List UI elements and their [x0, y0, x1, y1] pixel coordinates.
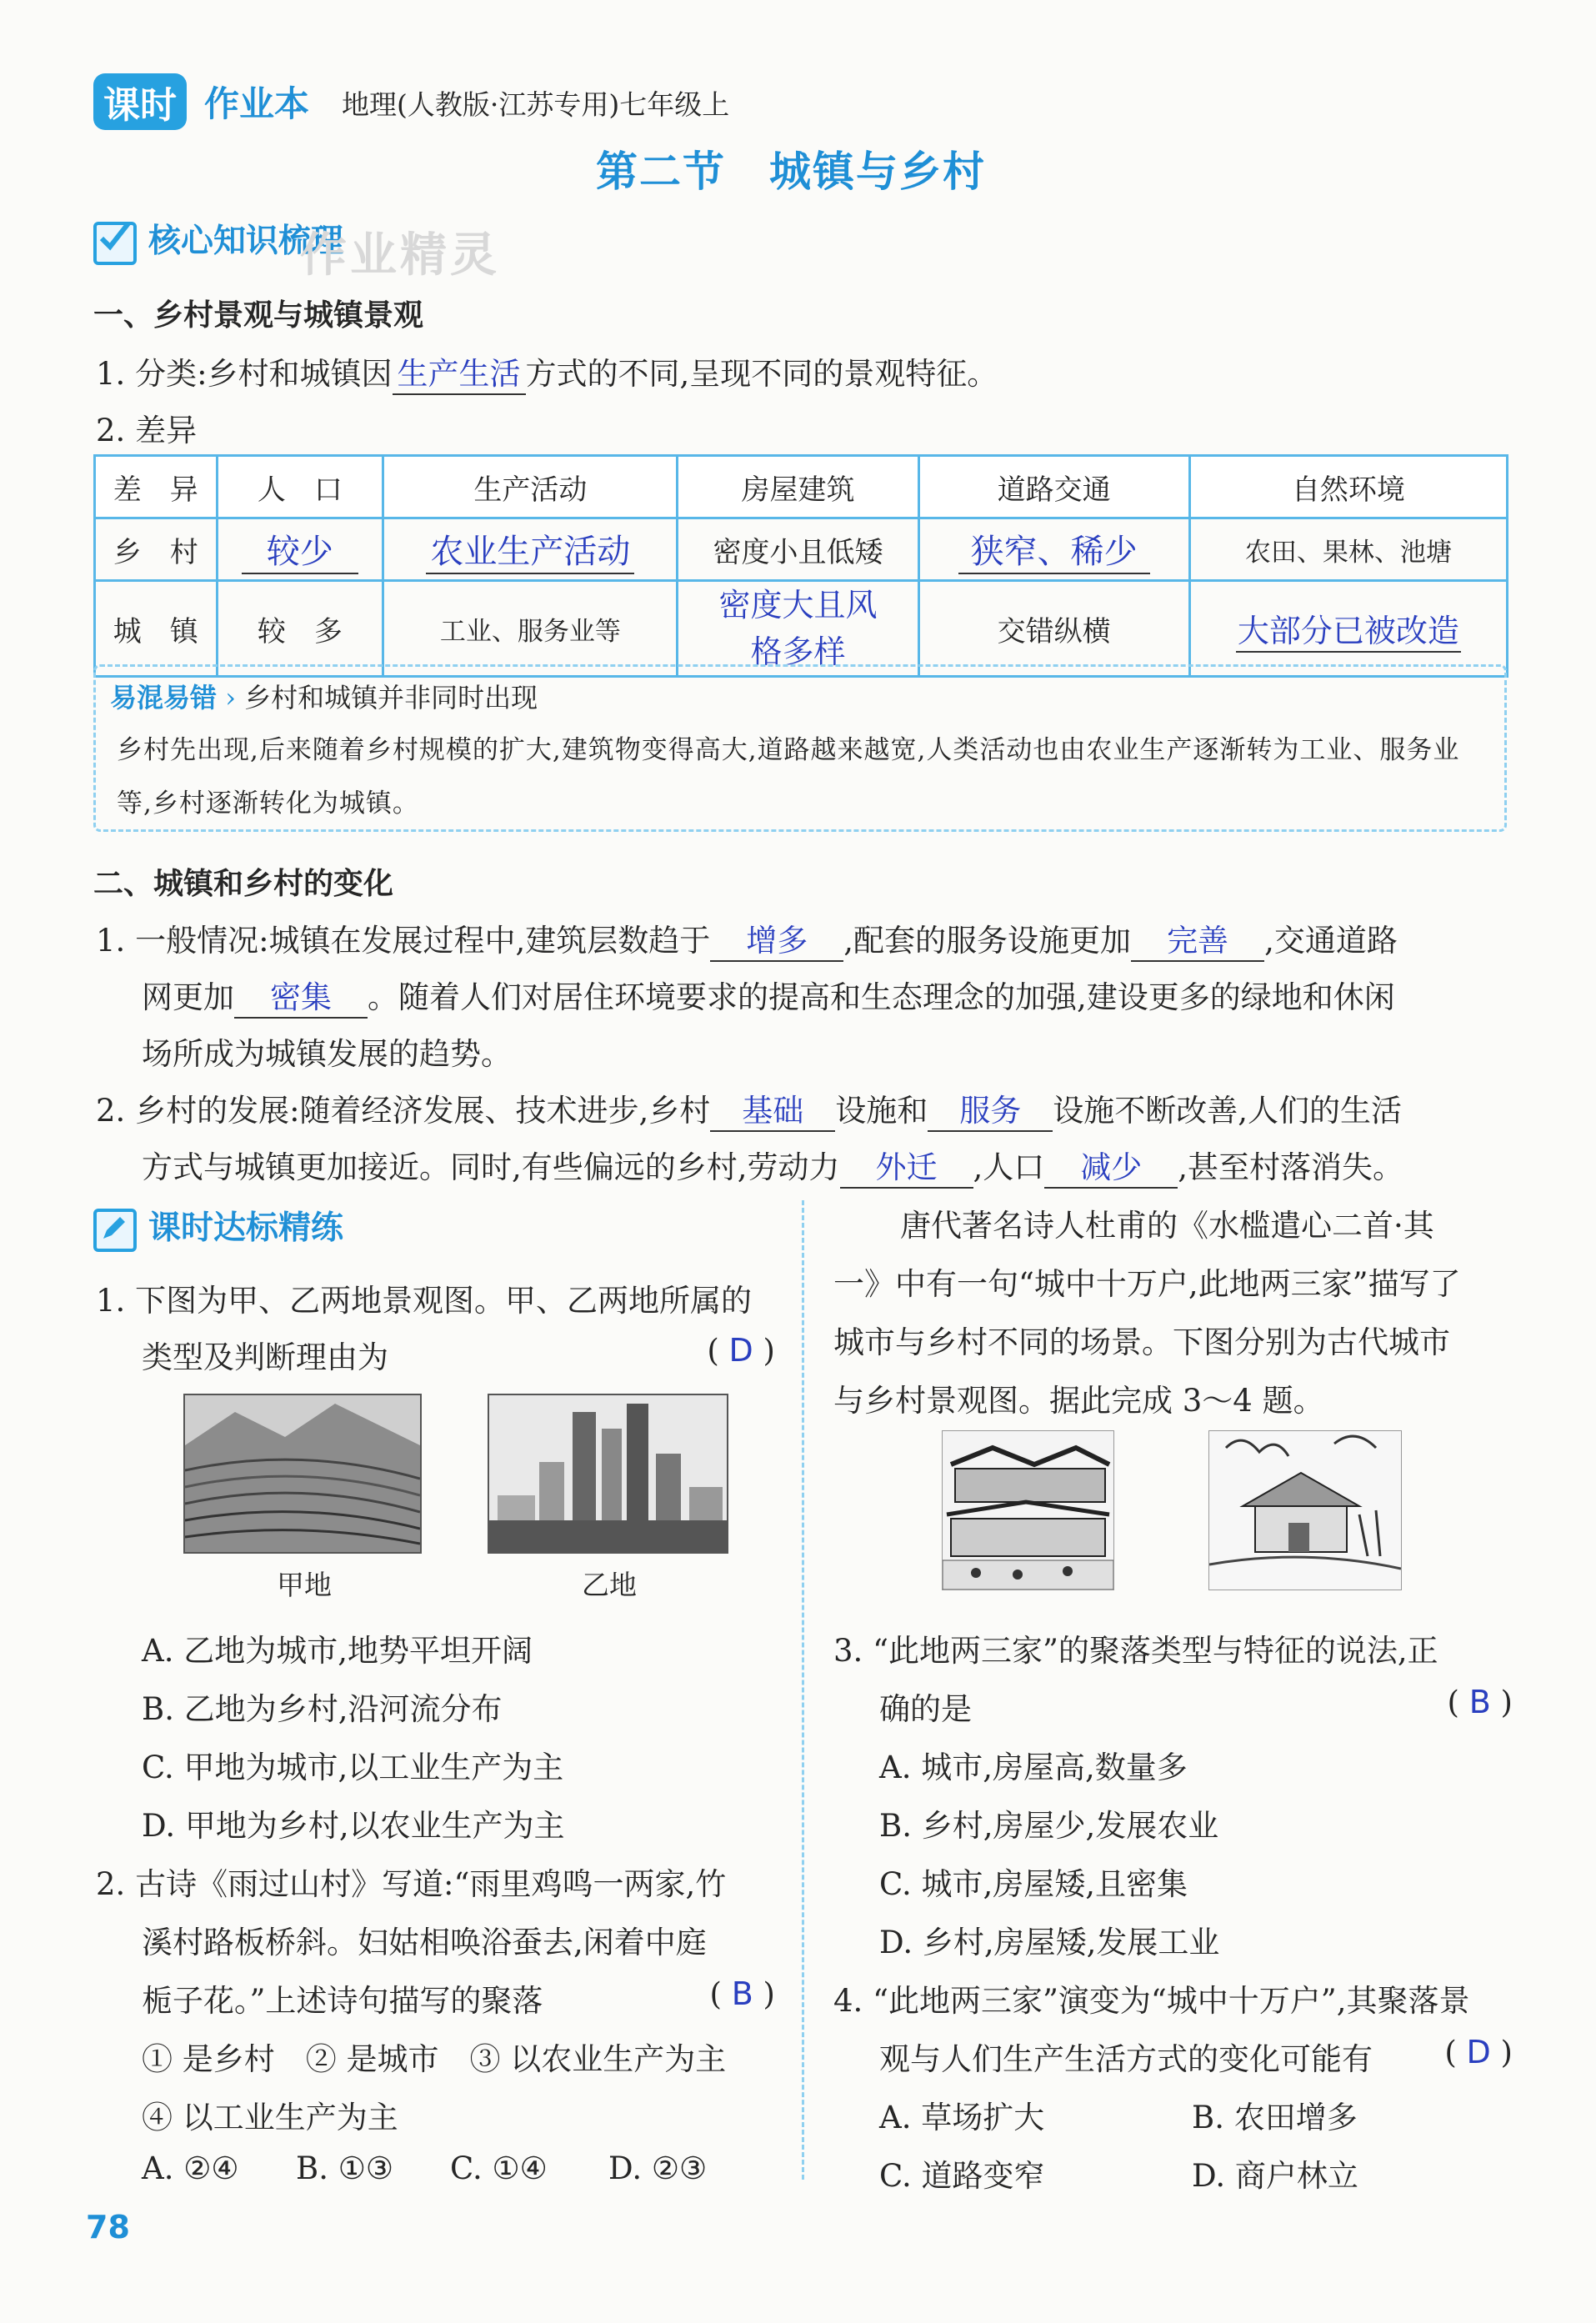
p1-line3: 场所成为城镇发展的趋势。: [142, 1036, 512, 1072]
q2-option: C. ①④: [450, 2150, 548, 2186]
table-header: 自然环境: [1189, 456, 1507, 518]
answer-text: 较少: [242, 525, 358, 574]
intro-line: 唐代著名诗人杜甫的《水槛遣心二首·其: [900, 1208, 1434, 1244]
q3-option: B. 乡村,房屋少,发展农业: [879, 1808, 1219, 1844]
q1-line1: 1. 下图为甲、乙两地景观图。甲、乙两地所属的: [96, 1283, 753, 1319]
intro-line: 城市与乡村不同的场景。下图分别为古代城市: [833, 1324, 1450, 1360]
q2-line3: 栀子花。”上述诗句描写的聚落 ( B ): [142, 1975, 775, 2019]
table-cell: 城 镇: [95, 581, 218, 677]
q2-line2: 溪村路板桥斜。妇姑相唤浴蚕去,闲着中庭: [142, 1925, 707, 1960]
q2-option: B. ①③: [296, 2150, 394, 2186]
item2: 2. 差异: [96, 413, 198, 448]
subject-label: 地理(人教版·江苏专用)七年级上: [342, 88, 730, 121]
answer-text: 基础: [710, 1085, 835, 1132]
q4-answer: D: [1466, 2034, 1491, 2070]
ancient-city-illustration: [942, 1430, 1114, 1590]
table-cell: 交错纵横: [918, 581, 1189, 677]
answer-text: 增多: [710, 915, 843, 962]
table-cell: [217, 518, 383, 581]
intro-line: 与乡村景观图。据此完成 3～4 题。: [833, 1383, 1324, 1419]
table-cell: 乡 村: [95, 518, 218, 581]
img-b-caption: 乙地: [582, 1569, 637, 1601]
q3-line2: 确的是 ( B ): [879, 1684, 1513, 1727]
series-logo: 课时: [93, 73, 187, 130]
table-cell: 较 多: [217, 581, 383, 677]
practice-heading: 课时达标精练: [93, 1202, 343, 1252]
table-header: 道路交通: [918, 456, 1189, 518]
q2-choices: ① 是乡村 ② 是城市 ③ 以农业生产为主: [142, 2041, 727, 2077]
q3-option: D. 乡村,房屋矮,发展工业: [879, 1925, 1220, 1960]
table-header: 房屋建筑: [678, 456, 918, 518]
q1-option: D. 甲地为乡村,以农业生产为主: [142, 1808, 565, 1844]
tip-text: 乡村先出现,后来随着乡村规模的扩大,建筑物变得高大,道路越来越宽,人类活动也由农业生产逐渐转为工业、服务业等,乡村逐渐转化为城镇。: [117, 735, 1460, 819]
city-skyline-photo: [488, 1394, 728, 1554]
table-row: [95, 518, 1508, 581]
answer-text: 狭窄、稀少: [958, 525, 1150, 574]
answer-text: 服务: [928, 1085, 1053, 1132]
item1: 1. 分类:乡村和城镇因 生产生活 方式的不同,呈现不同的景观特征。: [96, 348, 998, 395]
item1-answer: 生产生活: [393, 348, 526, 395]
q3-option: C. 城市,房屋矮,且密集: [879, 1866, 1188, 1902]
table-cell: [918, 518, 1189, 581]
checkbox-icon: [93, 222, 137, 265]
q1-option: C. 甲地为城市,以工业生产为主: [142, 1750, 564, 1785]
q2-answer: B: [731, 1975, 753, 2012]
q4-option: C. 道路变窄: [879, 2158, 1045, 2194]
part2-title: 二、城镇和乡村的变化: [93, 866, 394, 901]
intro-line: 一》中有一句“城中十万户,此地两三家”描写了: [833, 1266, 1461, 1302]
mountain-terrace-photo: [183, 1394, 422, 1554]
q1-answer: D: [728, 1332, 753, 1369]
table-cell: [383, 518, 678, 581]
q3-answer: B: [1468, 1684, 1491, 1720]
q1-option: B. 乙地为乡村,沿河流分布: [142, 1691, 503, 1727]
p2-line2: 方式与城镇更加接近。同时,有些偏远的乡村,劳动力 外迁 ,人口 减少 ,甚至村落消失。: [142, 1142, 1403, 1189]
table-header-row: [95, 456, 1508, 518]
q4-line1: 4. “此地两三家”演变为“城中十万户”,其聚落景: [833, 1983, 1470, 2019]
answer-text: 密度大且风格多样: [718, 587, 878, 670]
answer-text: 外迁: [840, 1142, 973, 1189]
table-cell: [678, 581, 918, 677]
q1-line2: 类型及判断理由为 ( D ): [142, 1332, 775, 1375]
table-header: 生产活动: [383, 456, 678, 518]
answer-text: 完善: [1131, 915, 1264, 962]
q4-option: D. 商户林立: [1192, 2158, 1358, 2194]
core-heading: 核心知识梳理: [93, 215, 343, 265]
table-header: 人 口: [217, 456, 383, 518]
q3-line1: 3. “此地两三家”的聚落类型与特征的说法,正: [833, 1633, 1438, 1669]
answer-text: 减少: [1044, 1142, 1178, 1189]
part1-title: 一、乡村景观与城镇景观: [93, 298, 424, 333]
section-title: 第二节 城镇与乡村: [596, 147, 986, 196]
answer-text: 农业生产活动: [426, 525, 634, 574]
q2-option: A. ②④: [142, 2150, 239, 2186]
q4-line2: 观与人们生产生活方式的变化可能有 ( D ): [879, 2034, 1513, 2077]
p1-line2: 网更加 密集 。随着人们对居住环境要求的提高和生态理念的加强,建设更多的绿地和休闲: [142, 972, 1395, 1019]
q2-choices: ④ 以工业生产为主: [142, 2100, 398, 2135]
ancient-village-illustration: [1208, 1430, 1402, 1590]
table-cell: 工业、服务业等: [383, 581, 678, 677]
table-header: 差 异: [95, 456, 218, 518]
column-divider: [802, 1200, 804, 2180]
answer-text: 密集: [234, 972, 368, 1019]
q2-line1: 2. 古诗《雨过山村》写道:“雨里鸡鸣一两家,竹: [96, 1866, 727, 1902]
page-number: 78: [86, 2209, 130, 2245]
q4-option: B. 农田增多: [1192, 2100, 1358, 2135]
tip-title: 易混易错 › 乡村和城镇并非同时出现: [110, 682, 538, 713]
img-a-caption: 甲地: [277, 1569, 332, 1601]
p1-line1: 1. 一般情况:城镇在发展过程中,建筑层数趋于 增多 ,配套的服务设施更加 完善 ,交通道路: [96, 915, 1398, 962]
q1-option: A. 乙地为城市,地势平坦开阔: [142, 1633, 533, 1669]
series-brand: 作业本: [204, 83, 310, 124]
table-cell: 密度小且低矮: [678, 518, 918, 581]
table-row: [95, 581, 1508, 677]
q3-option: A. 城市,房屋高,数量多: [879, 1750, 1188, 1785]
table-cell: [1189, 581, 1507, 677]
watermark: 作业精灵: [300, 228, 500, 283]
answer-text: 大部分已被改造: [1236, 605, 1461, 653]
q2-option: D. ②③: [608, 2150, 708, 2186]
q4-option: A. 草场扩大: [879, 2100, 1045, 2135]
table-cell: 农田、果林、池塘: [1189, 518, 1507, 581]
difference-table: [93, 454, 1508, 678]
p2-line1: 2. 乡村的发展:随着经济发展、技术进步,乡村 基础 设施和 服务 设施不断改善,人们的生活: [96, 1085, 1402, 1132]
pencil-icon: [93, 1209, 137, 1252]
